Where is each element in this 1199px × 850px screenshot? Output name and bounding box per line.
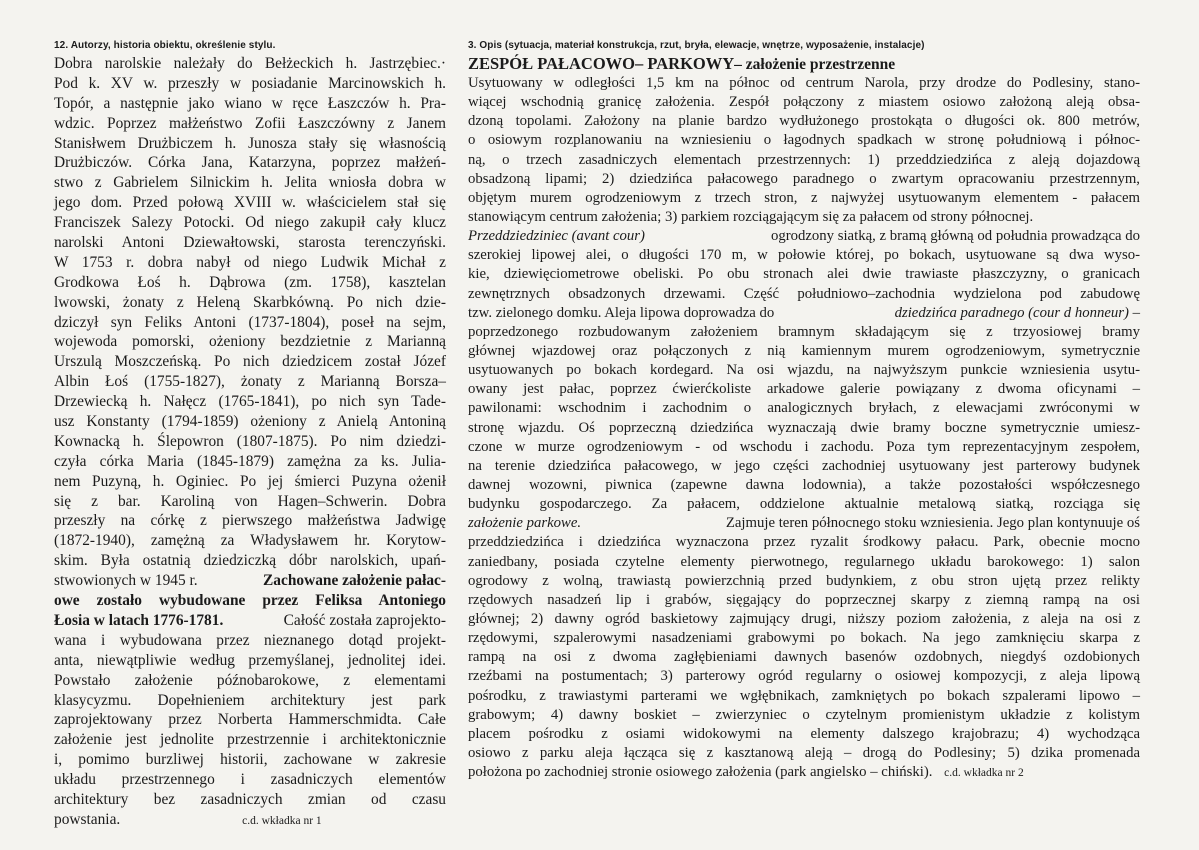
text-line: przeszły na córkę z pierwszego małżeństwa Jadwigę — [54, 512, 446, 530]
text-line: zaniedbany, posiada czytelne elementy pierwotnego, regularnego układu barokowego: 1) salon — [468, 553, 1140, 570]
history-section — [54, 40, 446, 830]
text-line: owany jest pałac, poprzez ćwierćkoliste arkadowe galerie powiązany z dwoma oficynami – — [468, 381, 1140, 398]
text-fragment: położona po zachodniej stronie osiowego założenia (park angielsko – chiński). — [468, 764, 933, 781]
text-line: pawilonami: wschodnim i zachodnim o analogicznych bryłach, z elewacjami zwróconymi w — [468, 400, 1140, 417]
text-line: anta, niewątpliwie według przemyślanej, jednolitej idei. — [54, 651, 446, 669]
text-line: Drużbiczów. Córka Jana, Katarzyna, poprzez małżeń- — [54, 154, 446, 172]
description-text — [468, 74, 1140, 782]
text-line: rampą na osi z dwoma zagłębieniami dawnych basenów ozdobnych, niegdyś ozdobionych — [468, 649, 1140, 666]
text-line: Dobra narolskie należały do Bełżeckich h. Jastrzębiec.· — [54, 55, 446, 72]
italic-term: Przeddziedziniec (avant cour) — [468, 228, 645, 245]
text-fragment: stwowionych w 1945 r. — [54, 572, 198, 590]
text-line — [468, 304, 1140, 323]
text-line: głównej wjazdowej oraz połączonych z nią kamiennym murem ogrodzeniowym, symetrycznie — [468, 342, 1140, 359]
section-12-heading: 12. Autorzy, historia obiektu, określenie stylu. — [54, 40, 276, 51]
text-line: przeddziedzińca i dziedzińca wyznaczona przez ryzalit środkowy pałacu. Park, obecnie mocno — [468, 534, 1140, 551]
title-main: ZESPÓŁ PAŁACOWO– PARKOWY — [468, 54, 735, 73]
text-line: usz Konstanty (1794-1859) ożeniony z Anielą Antoniną — [54, 413, 446, 431]
text-line — [54, 571, 446, 591]
text-line: dzoną topolami. Założony na planie bardzo wydłużonego prostokąta o długości ok. 800 metrów, — [468, 113, 1140, 130]
text-line: na terenie dziedzińca pałacowego, w jego części zachodniej usytuowany jest parterowy budynek — [468, 457, 1140, 474]
text-line: architektury bez zasadniczych zmian od czasu — [54, 790, 446, 808]
italic-term: dziedzińca paradnego (cour d honneur) — [894, 304, 1129, 321]
text-line: nem Puzyną, h. Oginiec. Po jej śmierci Puzyna ożenił — [54, 472, 446, 490]
text-line: grabowym; 4) dawny boskiet – zwierzyniec o czytelnym promienistym układzie z kolistym — [468, 706, 1140, 723]
text-line: czone w murze ogrodzeniowym - od wschodu i zachodu. Poza tym reprezentacyjnym zespołem, — [468, 438, 1140, 455]
bold-phrase: Zachowane założenie pałac- — [263, 572, 446, 590]
text-line: dziczył syn Feliks Antoni (1737-1804), poseł na sejm, — [54, 313, 446, 331]
text-line: Urszulą Moszczeńską. Po nich dziedzicem został Józef — [54, 353, 446, 371]
title-sub: – założenie przestrzenne — [734, 56, 896, 73]
text-line: Albin Łoś (1755-1827), żonaty z Marianną Borsza– — [54, 373, 446, 391]
text-line: W 1753 r. dobra nabył od niego Ludwik Michał z — [54, 253, 446, 271]
continuation-note: c.d. wkładka nr 2 — [944, 767, 1024, 780]
text-line: stwo z Gabrielem Silnickim h. Jelita wniosła dobra w — [54, 174, 446, 192]
text-line: czyła córka Maria (1845-1879) zamężna za ks. Julia- — [54, 452, 446, 470]
text-line: narolski Antoni Dziewałtowski, starosta terenczyński. — [54, 234, 446, 252]
text-line: wojewoda pomorski, ożeniony bezdzietnie z Marianną — [54, 333, 446, 351]
text-line: kie, dziewięciometrowe obeliski. Po obu stronach alei dwie trawiaste płaszczyzny, o granicach — [468, 266, 1140, 283]
bold-phrase: Łosia w latach 1776-1781. — [54, 611, 224, 629]
section-title — [468, 54, 1140, 74]
text-line — [468, 227, 1140, 246]
description-section — [468, 40, 1140, 782]
text-line — [468, 763, 1140, 782]
text-line — [54, 611, 446, 631]
text-line: Pod k. XV w. przeszły w posiadanie Marcinowskich h. — [54, 74, 446, 92]
italic-term: założenie parkowe. — [468, 515, 582, 532]
text-line: Grodkowa Łoś h. Dąbrowa (zm. 1758), kasztelan — [54, 273, 446, 291]
text-line: się z bar. Karoliną von Hagen–Schwerin. Dobra — [54, 492, 446, 510]
text-fragment: Całość została zaprojekto- — [283, 611, 446, 629]
text-line: szerokiej lipowej alei, o długości 170 m, w połowie której, po bokach, usytuowane są dwa wyso- — [468, 247, 1140, 264]
text-fragment: – — [1128, 304, 1140, 321]
text-line: obsadzoną lipami; 2) dziedzińca pałacowego paradnego o zwartym opracowaniu przestrzennym, — [468, 170, 1140, 187]
text-line: stanowiącym centrum założenia; 3) parkiem rozciągającym się za pałacem od strony północnej. — [468, 208, 1034, 225]
text-line: Powstało założenie późnobarokowe, z elementami — [54, 671, 446, 689]
text-line: skim. Była ostatnią dziedziczką dóbr narolskich, upań- — [54, 552, 446, 570]
text-line: ogrodowy z wolną, trawiastą powierzchnią przed budynkiem, z obu stron ujętą przez relikty — [468, 572, 1140, 589]
text-line — [54, 810, 446, 830]
text-line: ną, o trzech zasadniczych elementach przestrzennych: 1) przeddziedzińca z aleją dojazdową — [468, 151, 1140, 168]
text-line: rzędowych nasadzeń lip i grabów, sięgający do poprzecznej skarpy z ziemną rampą na osi — [468, 591, 1140, 608]
text-line: lwowski, żonaty z Heleną Skarbkówną. Po nich dzie- — [54, 293, 446, 311]
continuation-note: c.d. wkładka nr 1 — [242, 814, 322, 827]
text-line: Kownacką h. Ślepowron (1807-1875). Po nim dziedzi- — [54, 432, 446, 450]
text-fragment: tzw. zielonego domku. Aleja lipowa doprowadza do — [468, 304, 775, 321]
text-line: rzędowymi, szpalerowymi nasadzeniami grabowymi po bokach. Na jego zamknięciu skarpa z — [468, 630, 1140, 647]
text-fragment: powstania. — [54, 810, 121, 828]
text-line: zaprojektowany przez Norberta Hammerschmidta. Całe — [54, 711, 446, 729]
text-fragment: Zajmuje teren północnego stoku wzniesienia. Jego plan kontynuuje oś — [725, 515, 1140, 532]
text-line: wiącej wschodnią granicę założenia. Zespół połączony z miastem osiowo założoną aleją obsa- — [468, 94, 1140, 111]
text-line: o osiowym rozplanowaniu na wzniesieniu o łagodnych spadkach w stronę południową i północ- — [468, 132, 1140, 149]
text-line: Usytuowany w odległości 1,5 km na północ od centrum Narola, przy drodze do Podlesiny, stano- — [468, 75, 1140, 91]
bold-line: owe zostało wybudowane przez Feliksa Antoniego — [54, 592, 446, 610]
text-line: klasycyzmu. Dopełnieniem architektury jest park — [54, 691, 446, 709]
text-line: Drzewiecką h. Nałęcz (1765-1841), po nich syn Tade- — [54, 393, 446, 411]
text-line: układu przestrzennego i zasadniczych elementów — [54, 771, 446, 789]
text-line: wana i wybudowana przez nieznanego dotąd projekt- — [54, 631, 446, 649]
text-line: stronę wjazdu. Oś poprzeczną dziedzińca wyznaczają dwie bramy boczne symetrycznie umiesz- — [468, 419, 1140, 436]
section-3-heading: 3. Opis (sytuacja, materiał konstrukcja, rzut, bryła, elewacje, wnętrze, wyposażenie, instalacje) — [468, 40, 925, 51]
text-line: placem pośrodku z osiami widokowymi na elementy dalszego krajobrazu; 4) wychodząca — [468, 725, 1140, 742]
history-text — [54, 54, 446, 830]
text-line — [468, 514, 1140, 533]
text-line: założenie jest jednolite przestrzennie i architektonicznie — [54, 731, 446, 749]
text-line: (1872-1940), zamężną za Władysławem hr. Korytow- — [54, 532, 446, 550]
text-line: i, pomimo burzliwej historii, zachowane w zakresie — [54, 751, 446, 769]
text-line: osiowo z parku aleja łącząca się z kasztanową aleją – drogą do Podlesiny; 5) dzika promenada — [468, 744, 1140, 761]
text-line: poprzedzonego rozbudowanym założeniem bramnym składającym się z trzyosiowej bramy — [468, 323, 1140, 340]
text-line: Stanisłwem Drużbiczem h. Junosza stały się własnością — [54, 134, 446, 152]
text-line: rzeźbami na postumentach; 3) parterowy ogród regularny o osiowej kompozycji, z aleja lipową — [468, 668, 1140, 685]
text-line: usytuowanych po bokach kordegard. Na osi wjazdu, na najwyższym punkcie wzniesienia usytu- — [468, 362, 1140, 379]
text-line: pośrodku, z trawiastymi parterami we wgłębnikach, zamkniętych po bokach szpalerami lipowo – — [468, 687, 1140, 704]
text-line: jego dom. Przed połową XVIII w. właścicielem stał się — [54, 194, 446, 212]
text-line: wdzic. Poprzez małżeństwo Zofii Łaszczówny z Janem — [54, 114, 446, 132]
text-fragment: ogrodzony siatką, z bramą główną od południa prowadząca do — [770, 228, 1140, 245]
text-line: budynku gospodarczego. Za pałacem, oddzielone aktualnie metalową siatką, rozciąga się — [468, 496, 1140, 513]
text-line: Topór, a następnie jako wiano w ręce Łaszczów h. Pra- — [54, 94, 446, 112]
text-line: głównej; 2) dawny ogród baskietowy zajmujący drugi, niższy poziom założenia, z aleja na osi z — [468, 610, 1140, 627]
text-line: zewnętrznych obsadzonych drzewami. Część południowo–zachodnia wydzielona pod zabudowę — [468, 285, 1140, 302]
text-line: Franciszek Salezy Potocki. Od niego zakupił cały klucz — [54, 214, 446, 232]
text-line: objętym murem ogrodzeniowym z trzech stron, z najwyżej usytuowanym elementem - pałacem — [468, 189, 1140, 206]
text-line: dawnej wozowni, piwnica (zapewne dawna lodownia), a także pozostałości współczesnego — [468, 476, 1140, 493]
